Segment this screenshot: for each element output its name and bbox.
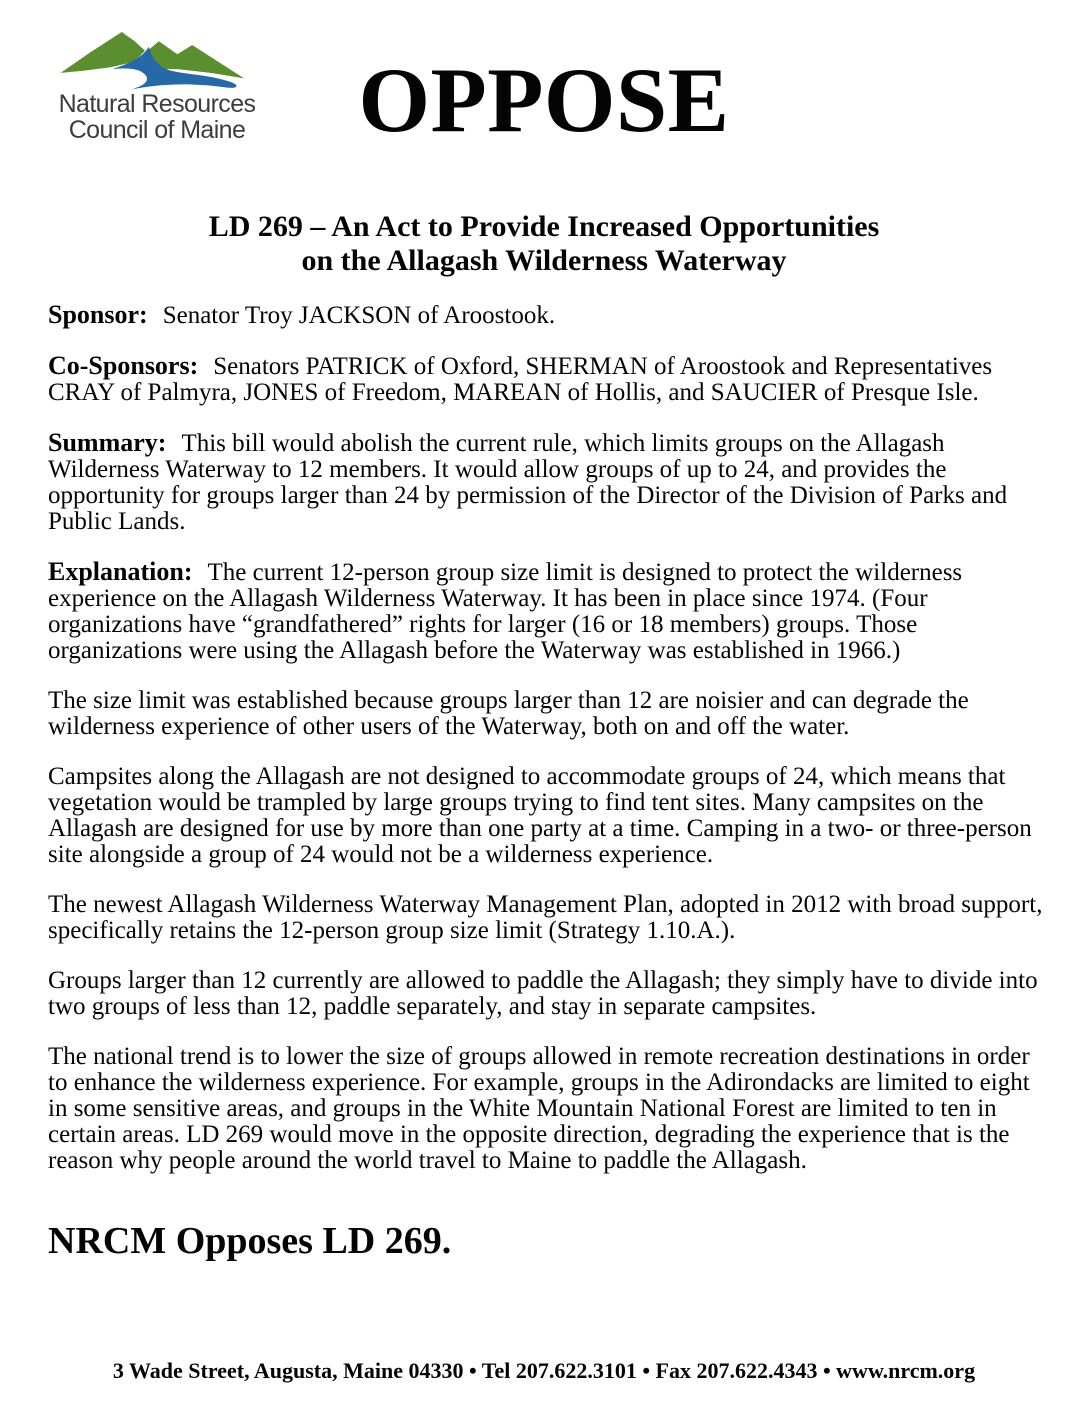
mountains-river-icon (55, 26, 259, 90)
body-paragraph-campsites: Campsites along the Allagash are not designed to accommodate groups of 24, which means that vegetation would be trampled by large groups trying to find tent sites. Many campsites on the Allagash are designed for use by more than one party at a time. Camping in a two- or three-person site alongside a group of 24 would not be a wilderness experience. (48, 763, 1032, 868)
sponsor-text: Senator Troy JACKSON of Aroostook. (162, 302, 556, 329)
body-paragraph-groups-divide: Groups larger than 12 currently are allowed to paddle the Allagash; they simply have to divide into two groups of less than 12, paddle separately, and stay in separate campsites. (48, 967, 1038, 1020)
footer-contact-line: 3 Wade Street, Augusta, Maine 04330 • Tel 207.622.3101 • Fax 207.622.4343 • www.nrcm.org (112, 1358, 976, 1383)
body-paragraph-management-plan: The newest Allagash Wilderness Waterway Management Plan, adopted in 2012 with broad support, specifically retains the 12-person group size limit (Strategy 1.10.A.). (48, 891, 1043, 944)
logo-org-line2: Council of Maine (68, 116, 246, 144)
bill-title-line1: LD 269 – An Act to Provide Increased Opportunities (208, 210, 880, 243)
cosponsors-label: Co-Sponsors: (48, 351, 199, 380)
cosponsors-text: Senators PATRICK of Oxford, SHERMAN of Aroostook and Representatives CRAY of Palmyra, JONES of Freedom, MAREAN of Hollis, and SAUCIER of Presque Isle. (48, 353, 993, 406)
summary-text: This bill would abolish the current rule, which limits groups on the Allagash Wilderness Waterway to 12 members. It would allow groups of up to 24, and provides the opportunity for groups larger than 24 by permission of the Director of the Division of Parks and Public Lands. (48, 430, 1008, 535)
header (0, 0, 1088, 160)
bill-title (0, 210, 1088, 278)
explanation-text: The current 12-person group size limit is designed to protect the wilderness experience on the Allagash Wilderness Waterway. It has been in place since 1974. (Four organizations have “grandfathered” rights for larger (16 or 18 members) groups. Those organizations were using the Allagash before the Waterway was established in 1966.) (48, 559, 963, 664)
oppose-stamp: OPPOSE (358, 49, 730, 151)
body-paragraph-national-trend: The national trend is to lower the size of groups allowed in remote recreation destinations in order to enhance the wilderness experience. For example, groups in the Adirondacks are limited to eight in some sensitive areas, and groups in the White Mountain National Forest are limited to ten in certain areas. LD 269 would move in the opposite direction, degrading the experience that is the reason why people around the world travel to Maine to paddle the Allagash. (48, 1043, 1030, 1174)
bill-title-line2: on the Allagash Wilderness Waterway (301, 244, 787, 277)
body-paragraph-size-limit: The size limit was established because groups larger than 12 are noisier and can degrade the wilderness experience of other users of the Waterway, both on and off the water. (48, 687, 969, 740)
logo-wordmark (44, 91, 270, 143)
summary-section (48, 430, 1044, 535)
explanation-label: Explanation: (48, 557, 193, 586)
cosponsors-section (48, 353, 1044, 406)
sponsor-section (48, 302, 1044, 329)
summary-label: Summary: (48, 428, 167, 457)
conclusion-statement: NRCM Opposes LD 269. (48, 1220, 452, 1262)
document-body (0, 302, 1088, 1262)
logo-org-line1: Natural Resources (58, 90, 256, 118)
explanation-section (48, 559, 1044, 664)
sponsor-label: Sponsor: (48, 300, 148, 329)
nrcm-logo (44, 26, 270, 143)
